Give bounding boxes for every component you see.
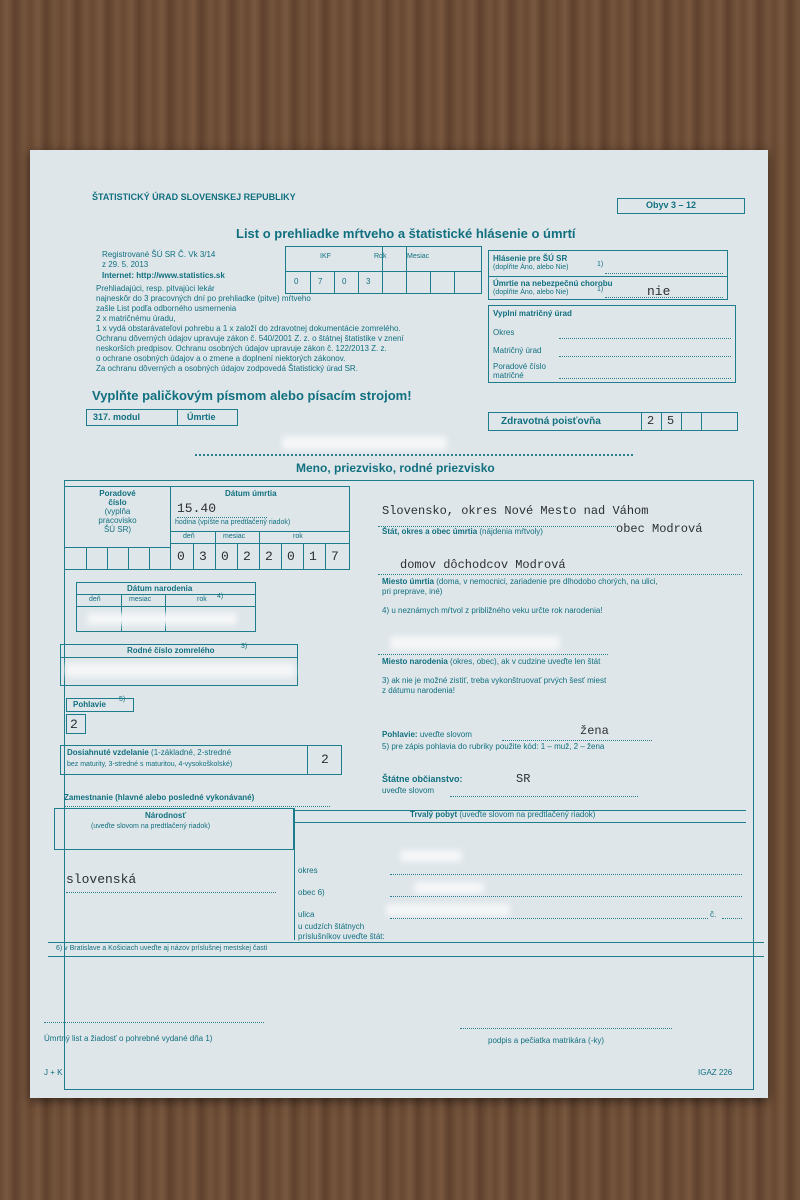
obcianstvo-label: Štátne občianstvo:	[382, 774, 463, 784]
trvaly-cislo-label: č.	[710, 910, 717, 919]
datum-narodenia-box: Dátum narodenia deň mesiac rok 4)	[76, 582, 256, 632]
pohlavie-label-box: Pohlavie 5)	[66, 698, 134, 712]
form-code-box	[617, 198, 745, 214]
zamestnanie-label: Zamestnanie (hlavné alebo posledné vykonávané)	[64, 793, 255, 802]
instruction-line: 1 x vydá obstarávateľovi pohrebu a 1 x založí do zdravotnej dokumentácie zomrelého.	[96, 324, 401, 333]
rodne-cislo-label: Rodné číslo zomrelého	[127, 646, 215, 655]
vzdelanie-box: Dosiahnuté vzdelanie (1-základné, 2-stredné bez maturity, 3-stredné s maturitou, 4-vysokoškolské) 2	[60, 745, 342, 775]
death-date-digit[interactable]: 2	[265, 549, 273, 564]
module-label: 317. modul	[93, 412, 141, 422]
insurance-digit[interactable]: 5	[667, 414, 675, 428]
death-place-country-value[interactable]: Slovensko, okres Nové Mesto nad Váhom	[382, 504, 649, 518]
module-box	[86, 409, 238, 426]
note-6: 6) v Bratislave a Košiciach uveďte aj názov príslušnej mestskej časti	[56, 945, 268, 952]
instruction-line: 2 x matričnému úradu,	[96, 314, 176, 323]
ikf-digit: 7	[318, 277, 323, 286]
stat-label: Štát, okres a obec úmrtia	[382, 527, 478, 536]
footer-signature-label: podpis a pečiatka matrikára (-ky)	[488, 1036, 605, 1045]
note-4: 4) u neznámych mŕtvol z približného veku určte rok narodenia!	[382, 606, 603, 615]
datum-narodenia-label: Dátum narodenia	[127, 584, 193, 593]
death-date-digit[interactable]: 3	[199, 549, 207, 564]
miesto-umrtia-label: Miesto úmrtia	[382, 577, 435, 586]
name-label: Meno, priezvisko, rodné priezvisko	[296, 461, 495, 475]
ikf-digit: 0	[342, 277, 347, 286]
registration-number: Registrované ŠÚ SR Č. Vk 3/14	[102, 250, 216, 259]
pohlavie-label: Pohlavie	[73, 700, 106, 709]
health-insurance-box	[488, 412, 738, 431]
hour-label: hodina (vpíšte na predtlačený riadok)	[175, 519, 291, 526]
hour-value[interactable]: 15.40	[177, 501, 217, 516]
footer-code-left: J + K	[44, 1068, 63, 1077]
form-code: Obyv 3 – 12	[646, 200, 697, 210]
instruction-line: neskorších predpisov. Ochranu osobných údajov upravuje zákon č. 122/2013 Z. z.	[96, 344, 387, 353]
datum-umrtia-label: Dátum úmrtia	[225, 489, 277, 498]
death-date-digit[interactable]: 0	[221, 549, 229, 564]
miesto-narodenia-label: Miesto narodenia	[382, 657, 448, 666]
note-3a: 3) ak nie je možné zistiť, treba vykonštruovať prvých šesť miest	[382, 676, 607, 685]
hlasenie-label: Hlásenie pre ŠÚ SR	[493, 254, 568, 263]
instruction-line: o ochrane osobných údajov a o zmene a doplnení niektorých zákonov.	[96, 354, 346, 363]
internet-address: Internet: http://www.statistics.sk	[102, 271, 225, 280]
redacted-ulica	[386, 904, 510, 916]
redacted-birth-place	[390, 636, 560, 650]
narodnost-value[interactable]: slovenská	[66, 872, 137, 887]
insurance-digit[interactable]: 2	[647, 414, 655, 428]
matricny-okres-label: Okres	[493, 328, 515, 337]
obcianstvo-value[interactable]: SR	[516, 772, 531, 786]
redacted-name	[282, 436, 447, 450]
death-report-form: ŠTATISTICKÝ ÚRAD SLOVENSKEJ REPUBLIKY Obyv 3 – 12 List o prehliadke mŕtveho a štatistické hlásenie o úmrtí Registrované ŠÚ SR Č. Vk 3/14 z 29. 5. 2013 Internet: http://www.statistics.sk IKF Rok Mesiac 0 7 0 3 Prehliadajúci, resp. pitvajúci lekár najneskôr do 3 pracovných dní po prehliadke (pitve) mŕtveho zašle List podľa odborného usmernenia 2 x matričnému úradu, 1 x vydá obstarávateľovi pohrebu a 1 x založí do zdravotnej dokumentácie zomrelého. Ochranu dôverných údajov upravuje zákon č. 540/2001 Z. z. o štátnej štatistike v znení neskorších predpisov. Ochranu osobných údajov upravuje zákon č. 122/2013 Z. z. o ochrane osobných údajov a o zmene a doplnení niektorých zákonov. Za ochranu dôverných a osobných údajov zodpovedá Štatistický úrad SR. Hlásenie pre ŠÚ SR (doplňte Áno, alebo Nie) 1) Úmrtie na nebezpečnú chorobu (doplňte Áno, alebo Nie) 1) nie Vyplní matričný úrad Okres Matričný úrad Poradové číslo matričné Vyplňte paličkovým písmom alebo písacím strojom! 317. modul Úmrtie Zdravotná poisťovňa 2 5 Meno, priezvisko, rodné priezvisko Poradové číslo (vyplňa pracovisko ŠÚ SR) Dátum úmrtia 15.40 hodina (vpíšte na predtlačený riadok) deň mesiac rok 0 3 0 2 2 0 1 7 Dátum narodenia deň mesiac rok 4) Rodné číslo zomrelého 3) Pohlavie 5) 2 Dosiahnuté vzdelanie (1-základné, 2-stredné bez maturity, 3-stredné s maturitou, 4-vysokoškolské) 2 Zamestnanie (hlavné alebo posledné vykonávané) Národnosť (uveďte slovom na predtlačený riadok) slovenská Slovensko, okres Nové Mesto nad Váhom obec Modrová Štát, okres a obec úmrtia (nájdenia mŕtvoly) domov dôchodcov Modrová Miesto úmrtia (doma, v nemocnici, zariadenie pre dlhodobo chorých, na ulici, pri preprave, iné) 4) u neznámych mŕtvol z približného veku určte rok narodenia! Miesto narodenia (okres, obec), ak v cudzine uveďte len štát 3) ak nie je možné zistiť, treba vykonštruovať prvých šesť miest z dátumu narodenia! Pohlavie: uveďte slovom žena 5) pre zápis pohlavia do rubriky použite kód: 1 – muž, 2 – žena Štátne občianstvo: SR uveďte slovom Trvalý pobyt (uveďte slovom na predtlačený riadok) okres obec 6) ulica č. u cudzích štátnych príslušníkov uveďte štát: 6) v Bratislave a Košiciach uveďte aj názov príslušnej mestskej časti Úmrtný list a žiadosť o pohrebné vydané dňa 1) podpis a pečiatka matrikára (-ky) J + K IGAZ 226	[30, 150, 768, 1098]
footer-left-label: Úmrtný list a žiadosť o pohrebné vydané dňa	[44, 1034, 204, 1043]
death-date-digit[interactable]: 0	[287, 549, 295, 564]
death-date-digit[interactable]: 7	[331, 549, 339, 564]
death-date-digit[interactable]: 1	[309, 549, 317, 564]
matricny-urad-label: Matričný úrad	[493, 346, 542, 355]
death-place-value[interactable]: domov dôchodcov Modrová	[400, 558, 566, 572]
datum-umrtia-box: Dátum úmrtia 15.40 hodina (vpíšte na predtlačený riadok) deň mesiac rok 0 3 0 2 2 0 1 7	[170, 486, 350, 570]
office-name: ŠTATISTICKÝ ÚRAD SLOVENSKEJ REPUBLIKY	[92, 192, 296, 202]
fill-instruction: Vyplňte paličkovým písmom alebo písacím strojom!	[92, 388, 412, 403]
death-place-municipality-value[interactable]: obec Modrová	[616, 522, 703, 536]
narodnost-box	[54, 808, 294, 850]
redacted-okres	[400, 850, 462, 862]
ikf-rok-label: Rok	[374, 253, 387, 260]
trvaly-okres-label: okres	[298, 866, 318, 875]
nebezpecna-label: Úmrtie na nebezpečnú chorobu	[493, 279, 613, 288]
trvaly-ulica-label: ulica	[298, 910, 315, 919]
footer-code-right: IGAZ 226	[698, 1068, 733, 1077]
death-date-digit[interactable]: 0	[177, 549, 185, 564]
trvaly-cudzi-label: príslušníkov uveďte štát:	[298, 932, 385, 941]
redacted-birth-number	[65, 663, 295, 677]
ikf-label: IKF	[320, 253, 331, 260]
nebezpecna-sublabel: (doplňte Áno, alebo Nie)	[493, 289, 569, 296]
redacted-obec	[414, 882, 484, 894]
health-insurance-label: Zdravotná poisťovňa	[501, 416, 601, 427]
poradove-cislo-box: Poradové číslo (vyplňa pracovisko ŠÚ SR)	[64, 486, 171, 570]
pohlavie-code-box	[66, 714, 86, 734]
ikf-digit: 3	[366, 277, 371, 286]
registration-date: z 29. 5. 2013	[102, 260, 149, 269]
form-title: List o prehliadke mŕtveho a štatistické hlásenie o úmrtí	[236, 226, 576, 241]
instruction-line: zašle List podľa odborného usmernenia	[96, 304, 237, 313]
hlasenie-box: Hlásenie pre ŠÚ SR (doplňte Áno, alebo Nie) 1) Úmrtie na nebezpečnú chorobu (doplňte Áno, alebo Nie) 1) nie	[488, 250, 728, 300]
narodnost-sublabel: (uveďte slovom na predtlačený riadok)	[91, 823, 211, 830]
narodnost-label: Národnosť	[145, 811, 187, 820]
matricny-poradove-label: Poradové číslo	[493, 362, 546, 371]
note-3b: z dátumu narodenia!	[382, 686, 455, 695]
rodne-cislo-box: Rodné číslo zomrelého 3)	[60, 644, 298, 686]
instruction-line: Ochranu dôverných údajov upravuje zákon č. 540/2001 Z. z. o štátnej štatistike v znení	[96, 334, 404, 343]
ikf-digit: 0	[294, 277, 299, 286]
pohlavie-word-value[interactable]: žena	[580, 724, 609, 738]
ikf-mesiac-label: Mesiac	[407, 253, 430, 260]
pohlavie-word-label: Pohlavie:	[382, 730, 418, 739]
pohlavie-code[interactable]: 2	[70, 717, 78, 732]
ikf-grid	[285, 246, 482, 294]
module-value: Úmrtie	[187, 412, 216, 422]
instruction-line: Za ochranu dôverných a osobných údajov zodpovedá Štatistický úrad SR.	[96, 364, 358, 373]
vzdelanie-options: bez maturity, 3-stredné s maturitou, 4-vysokoškolské)	[67, 761, 233, 768]
redacted-birth-date	[87, 613, 237, 625]
trvaly-obec-label: obec	[298, 888, 316, 897]
instruction-line: Prehliadajúci, resp. pitvajúci lekár	[96, 284, 215, 293]
hlasenie-sublabel: (doplňte Áno, alebo Nie)	[493, 264, 569, 271]
matricny-title: Vyplní matričný úrad	[493, 309, 572, 318]
vzdelanie-value[interactable]: 2	[321, 752, 329, 767]
note-5: 5) pre zápis pohlavia do rubriky použite kód: 1 – muž, 2 – žena	[382, 742, 605, 751]
death-date-digit[interactable]: 2	[243, 549, 251, 564]
trvaly-pobyt-label: Trvalý pobyt	[410, 810, 458, 819]
nebezpecna-value[interactable]: nie	[647, 284, 671, 299]
instruction-line: najneskôr do 3 pracovných dní po prehliadke (pitve) mŕtveho	[96, 294, 311, 303]
matricny-urad-box: Vyplní matričný úrad Okres Matričný úrad Poradové číslo matričné	[488, 305, 736, 383]
